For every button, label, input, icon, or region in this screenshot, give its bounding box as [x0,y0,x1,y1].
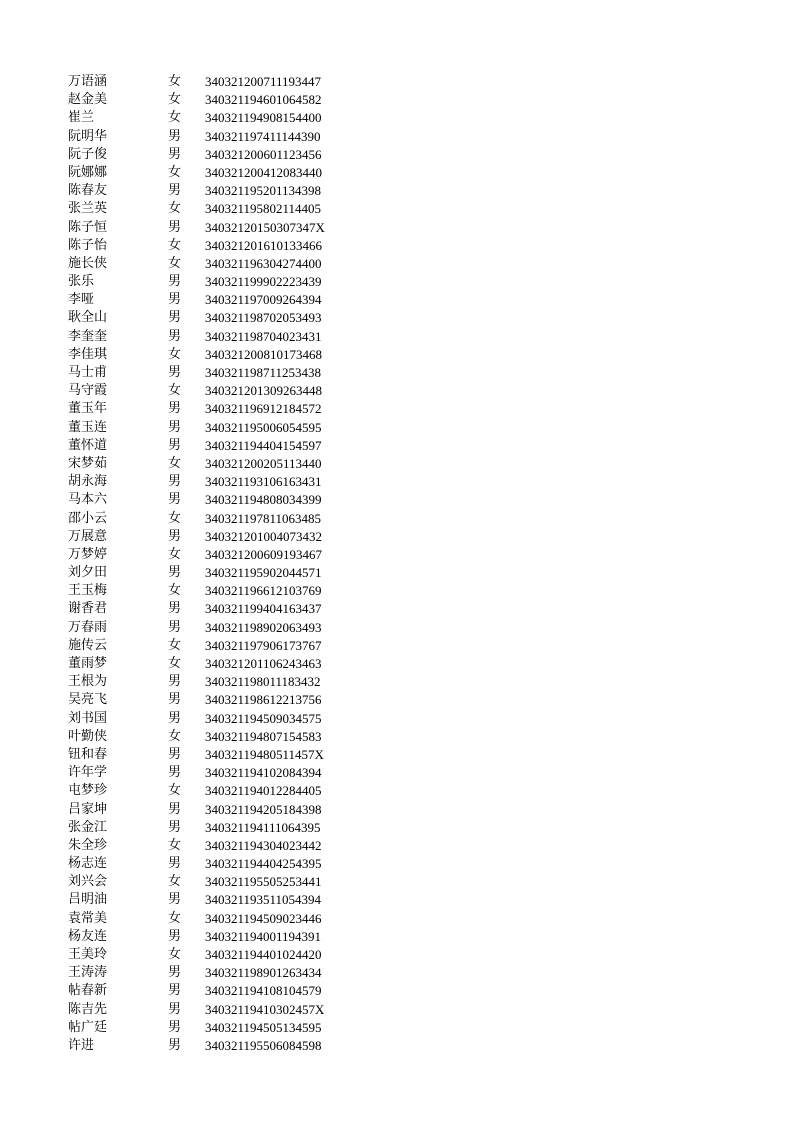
table-row [0,928,793,946]
person-name: 陈子怡 [68,237,108,253]
person-gender: 男 [168,710,182,726]
table-row [0,1037,793,1055]
person-id-number: 340321195802114405 [205,201,322,217]
person-gender: 男 [168,365,182,380]
person-name: 李佳琪 [68,346,108,362]
person-id-number: 340321194509034575 [205,710,322,726]
person-gender: 女 [168,255,182,271]
person-id-number: 340321198702053493 [205,310,322,326]
table-row [0,600,793,618]
table-row [0,673,793,691]
table-row [0,128,793,146]
table-row [0,764,793,782]
person-name: 帖春新 [68,983,108,999]
person-name: 杨志连 [68,856,108,872]
person-id-number: 340321194807154583 [205,728,322,744]
table-row [0,728,793,746]
person-id-number: 340321194111064395 [205,819,321,835]
person-id-number: 340321194509023446 [205,910,322,926]
person-gender: 男 [168,292,182,308]
person-id-number: 340321199404163437 [205,601,322,617]
person-name: 阮娜娜 [68,164,108,180]
person-id-number: 340321194108104579 [205,983,322,999]
person-id-number: 340321198901263434 [205,965,322,981]
person-gender: 男 [168,1019,182,1035]
person-id-number: 340321200609193467 [205,546,322,562]
table-row [0,382,793,400]
person-id-number: 340321195006054595 [205,419,322,435]
person-name: 马守霞 [68,383,108,399]
table-row [0,873,793,891]
person-id-number: 34032120150307347X [205,219,325,235]
person-gender: 男 [168,983,182,999]
table-row [0,146,793,164]
person-gender: 女 [168,455,182,471]
person-name: 刘书国 [68,710,108,726]
person-name: 张兰英 [68,201,108,217]
person-gender: 男 [168,219,182,235]
table-row [0,528,793,546]
table-row [0,1001,793,1019]
person-gender: 男 [168,965,182,981]
person-name: 屯梦珍 [68,783,108,799]
person-gender: 女 [168,92,182,108]
table-row [0,891,793,909]
table-row [0,691,793,709]
person-gender: 女 [168,783,182,799]
person-id-number: 340321201309263448 [205,383,322,399]
person-id-number: 340321196304274400 [205,255,322,271]
person-name: 陈子恒 [68,219,108,235]
person-name: 谢香君 [68,601,108,617]
person-id-number: 34032119410302457X [205,1001,325,1017]
person-name: 李哑 [68,292,95,308]
person-gender: 女 [168,546,182,562]
table-row [0,837,793,855]
person-id-number: 340321201004073432 [205,528,322,544]
table-row [0,455,793,473]
person-gender: 男 [168,565,182,581]
table-row [0,219,793,237]
person-id-number: 340321193511054394 [205,892,322,908]
person-name: 李奎奎 [68,328,108,344]
person-id-number: 340321197411144390 [205,128,321,144]
table-row [0,182,793,200]
table-row [0,746,793,764]
table-row [0,255,793,273]
person-gender: 女 [168,74,182,89]
person-gender: 男 [168,692,182,708]
person-name: 叶勤侠 [68,728,108,744]
person-gender: 女 [168,346,182,362]
person-name: 王根为 [68,674,108,690]
person-name: 董玉年 [68,401,108,417]
person-id-number: 34032119480511457X [205,746,324,762]
person-id-number: 340321194205184398 [205,801,322,817]
person-id-number: 340321201106243463 [205,656,322,671]
person-id-number: 340321194808034399 [205,492,322,508]
person-name: 刘夕田 [68,565,108,581]
person-name: 胡永海 [68,474,108,490]
person-name: 董雨梦 [68,656,108,671]
table-row [0,346,793,364]
person-gender: 女 [168,637,182,653]
person-name: 崔兰 [68,110,95,126]
table-row [0,473,793,491]
table-row [0,491,793,509]
person-name: 王玉梅 [68,583,108,599]
person-id-number: 340321197906173767 [205,637,322,653]
person-gender: 男 [168,1037,182,1053]
person-gender: 女 [168,383,182,399]
person-gender: 女 [168,656,182,671]
person-name: 阮子俊 [68,146,108,162]
person-gender: 男 [168,419,182,435]
person-gender: 男 [168,328,182,344]
table-row [0,982,793,1000]
person-gender: 男 [168,674,182,690]
person-id-number: 340321194102084394 [205,765,322,781]
table-row [0,437,793,455]
person-gender: 男 [168,1001,182,1017]
person-name: 杨友连 [68,928,108,944]
person-gender: 女 [168,874,182,890]
person-gender: 女 [168,510,182,526]
table-row [0,400,793,418]
person-id-number: 340321194908154400 [205,110,322,126]
person-name: 马士甫 [68,365,108,380]
person-id-number: 340321195902044571 [205,565,322,581]
person-gender: 女 [168,837,182,853]
person-name: 吕明油 [68,892,108,908]
person-id-number: 340321197811063485 [205,510,322,526]
person-gender: 男 [168,765,182,781]
person-gender: 女 [168,910,182,926]
person-gender: 男 [168,819,182,835]
person-gender: 男 [168,801,182,817]
person-gender: 男 [168,401,182,417]
table-row [0,964,793,982]
person-gender: 男 [168,146,182,162]
person-gender: 男 [168,128,182,144]
person-id-number: 340321194304023442 [205,837,322,853]
roster-table [0,73,793,1055]
table-row [0,91,793,109]
person-id-number: 340321199902223439 [205,274,322,290]
table-row [0,655,793,673]
table-row [0,73,793,91]
table-row [0,164,793,182]
person-id-number: 340321194401024420 [205,947,322,962]
person-name: 朱全珍 [68,837,108,853]
person-id-number: 340321200412083440 [205,164,322,180]
table-row [0,109,793,127]
table-row [0,364,793,382]
person-gender: 男 [168,746,182,762]
person-gender: 男 [168,437,182,453]
person-id-number: 340321198711253438 [205,365,322,380]
table-row [0,637,793,655]
person-name: 吴亮飞 [68,692,108,708]
person-name: 万语涵 [68,74,108,89]
person-gender: 女 [168,201,182,217]
person-name: 张金江 [68,819,108,835]
person-gender: 男 [168,619,182,635]
person-gender: 男 [168,474,182,490]
person-id-number: 340321200711193447 [205,74,322,89]
person-name: 许进 [68,1037,95,1053]
table-row [0,564,793,582]
person-name: 施长侠 [68,255,108,271]
person-name: 张乐 [68,274,95,290]
table-row [0,328,793,346]
person-id-number: 340321201610133466 [205,237,322,253]
person-gender: 男 [168,492,182,508]
person-name: 吕家坤 [68,801,108,817]
person-id-number: 340321200810173468 [205,346,322,362]
person-gender: 男 [168,528,182,544]
table-row [0,200,793,218]
person-name: 钮和春 [68,746,108,762]
person-name: 万展意 [68,528,108,544]
person-name: 阮明华 [68,128,108,144]
table-row [0,946,793,964]
table-row [0,419,793,437]
person-id-number: 340321195201134398 [205,183,322,199]
person-id-number: 340321194001194391 [205,928,322,944]
person-id-number: 340321193106163431 [205,474,322,490]
person-gender: 女 [168,947,182,962]
person-gender: 女 [168,110,182,126]
person-gender: 男 [168,928,182,944]
person-id-number: 340321194601064582 [205,92,322,108]
person-id-number: 340321198902063493 [205,619,322,635]
table-row [0,237,793,255]
table-row [0,291,793,309]
table-row [0,710,793,728]
person-gender: 女 [168,583,182,599]
person-id-number: 340321198011183432 [205,674,321,690]
person-id-number: 340321200601123456 [205,146,322,162]
person-name: 帖广廷 [68,1019,108,1035]
person-id-number: 340321195505253441 [205,874,322,890]
table-row [0,819,793,837]
person-name: 施传云 [68,637,108,653]
person-name: 万梦婷 [68,546,108,562]
table-row [0,855,793,873]
person-id-number: 340321196912184572 [205,401,322,417]
table-row [0,510,793,528]
table-row [0,273,793,291]
table-row [0,309,793,327]
person-gender: 男 [168,310,182,326]
table-row [0,619,793,637]
person-id-number: 340321198704023431 [205,328,322,344]
person-id-number: 340321194404154597 [205,437,322,453]
person-name: 马本六 [68,492,108,508]
person-gender: 女 [168,237,182,253]
person-gender: 女 [168,164,182,180]
person-name: 董怀道 [68,437,108,453]
person-name: 许年学 [68,765,108,781]
person-name: 董玉连 [68,419,108,435]
person-name: 刘兴会 [68,874,108,890]
person-gender: 男 [168,274,182,290]
person-name: 宋梦茹 [68,455,108,471]
person-id-number: 340321200205113440 [205,455,322,471]
person-id-number: 340321195506084598 [205,1037,322,1053]
person-gender: 男 [168,892,182,908]
table-row [0,546,793,564]
table-row [0,782,793,800]
person-gender: 女 [168,728,182,744]
person-name: 万春雨 [68,619,108,635]
person-name: 王美玲 [68,947,108,962]
person-id-number: 340321197009264394 [205,292,322,308]
person-name: 袁常美 [68,910,108,926]
person-name: 耿全山 [68,310,108,326]
person-id-number: 340321198612213756 [205,692,322,708]
person-id-number: 340321196612103769 [205,583,322,599]
person-name: 赵金美 [68,92,108,108]
table-row [0,1019,793,1037]
person-gender: 男 [168,183,182,199]
table-row [0,801,793,819]
person-name: 陈吉先 [68,1001,108,1017]
person-id-number: 340321194404254395 [205,856,322,872]
table-row [0,910,793,928]
person-gender: 男 [168,856,182,872]
person-id-number: 340321194505134595 [205,1019,322,1035]
person-name: 王涛涛 [68,965,108,981]
person-id-number: 340321194012284405 [205,783,322,799]
table-row [0,582,793,600]
person-gender: 男 [168,601,182,617]
person-name: 陈春友 [68,183,108,199]
person-name: 邵小云 [68,510,108,526]
